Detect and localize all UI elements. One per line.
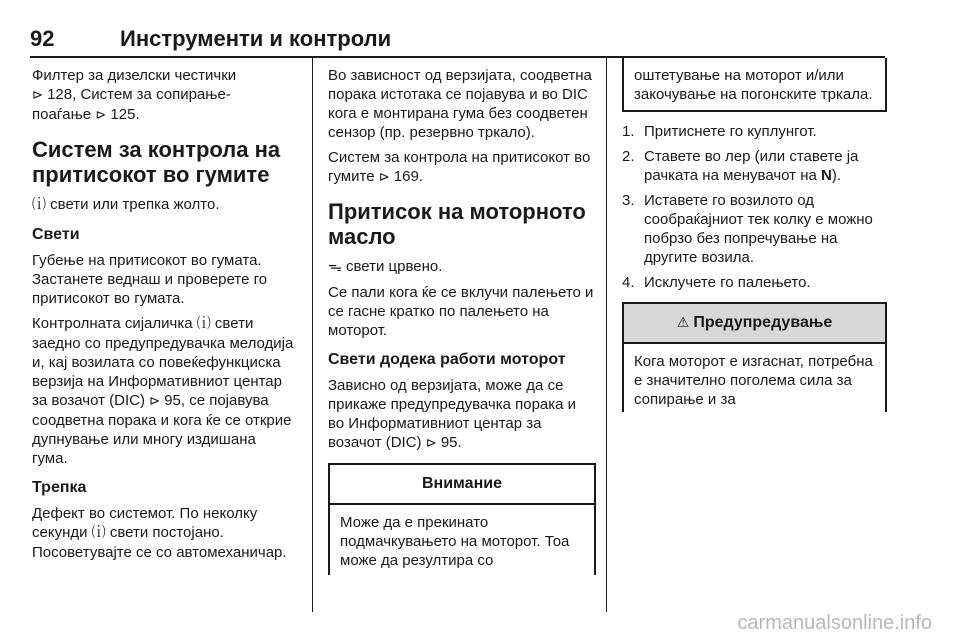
tpms-indicator-line: ⒤ свети или трепка жолто. bbox=[32, 196, 220, 213]
intro-line-3: поаѓање ⊳ 125. bbox=[32, 106, 140, 123]
lit-paragraph-2: Контролната сијаличка ⒤ свети заедно со предупредувачка мелодија и, кај возилата со повеќефункциска верзија на Информативниот центар за возачот (DIC) ⊳ 95, се појавува соодветна порака и кога ќе се открие дупнување или многу издишана гума. bbox=[32, 315, 294, 467]
tpms-warning-icon: ⒤ bbox=[91, 525, 106, 541]
column-2 bbox=[328, 66, 596, 575]
oil-indicator-line: ᯓ свети црвено. bbox=[328, 258, 443, 275]
notice-box bbox=[328, 463, 596, 575]
page-ref[interactable]: 169 bbox=[393, 168, 419, 185]
tpms-warning-icon: ⒤ bbox=[32, 197, 46, 213]
lit-paragraph-1: Губење на притисокот во гумата. Застанете веднаш и проверете го притисокот во гумата. bbox=[32, 252, 268, 307]
col2-paragraph-4: Зависно од верзијата, може да се прикаже предупредувачка порака и во Информативниот центар за возачот (DIC) ⊳ 95. bbox=[328, 377, 577, 451]
col2-paragraph-2: Систем за контрола на притисокот во гумите ⊳ 169. bbox=[328, 149, 591, 185]
col2-paragraph-1: Во зависност од верзијата, соодветна порака истотака се појавува и во DIC кога е монтирана гума без соодветен сензор (пр. резервно тркало). bbox=[328, 67, 592, 141]
page-header bbox=[30, 18, 930, 58]
section-title-tpms: Систем за контрола на притисокот во гумите bbox=[32, 137, 281, 187]
ref-arrow-icon: ⊳ bbox=[425, 436, 437, 451]
watermark: carmanualsonline.info bbox=[737, 612, 932, 634]
flashing-paragraph: Дефект во системот. По неколку секунди ⒤ свети постојано. Посоветувајте се со автомеханичар. bbox=[32, 505, 287, 561]
list-item: 4. Исклучете го палењето. bbox=[622, 274, 811, 291]
column-3 bbox=[622, 66, 887, 412]
page-title: Инструменти и контроли bbox=[120, 26, 392, 51]
column-divider-2 bbox=[606, 58, 607, 612]
oil-can-icon: ᯓ bbox=[328, 259, 342, 275]
list-item: 2. Ставете во лер (или ставете ја рачката на менувачот на N). bbox=[622, 148, 859, 184]
page-ref[interactable]: 128 bbox=[47, 86, 73, 103]
notice-body-continued: оштетување на моторот и/или закочување на погонските тркала. bbox=[634, 67, 873, 103]
warning-title: ⚠ Предупредување bbox=[624, 304, 885, 344]
warning-box bbox=[622, 302, 887, 412]
notice-title: Внимание bbox=[330, 465, 594, 505]
notice-box-continued bbox=[622, 58, 887, 112]
page-ref[interactable]: 95 bbox=[440, 434, 458, 451]
subtitle-lit: Свети bbox=[32, 226, 80, 243]
ref-arrow-icon: ⊳ bbox=[378, 170, 390, 185]
subtitle-flashing: Трепка bbox=[32, 479, 87, 496]
column-1 bbox=[32, 66, 294, 568]
warning-body: Кога моторот е изгаснат, потребна е значително поголема сила за сопирање и за bbox=[634, 353, 873, 408]
subtitle-engine-running: Свети додека работи моторот bbox=[328, 351, 566, 368]
ref-arrow-icon: ⊳ bbox=[149, 394, 161, 409]
column-divider-1 bbox=[312, 58, 313, 612]
page-number: 92 bbox=[30, 26, 55, 51]
page-ref[interactable]: 95 bbox=[164, 392, 181, 409]
page-ref[interactable]: 125 bbox=[110, 106, 136, 123]
intro-line-2: ⊳ 128, Систем за сопирање- bbox=[32, 86, 231, 103]
col2-paragraph-3: Се пали кога ќе се вклучи палењето и се гасне кратко по палењето на моторот. bbox=[328, 284, 594, 339]
notice-body: Може да е прекинато подмачкувањето на моторот. Тоа може да резултира со bbox=[340, 514, 570, 569]
list-item: 1. Притиснете го куплунгот. bbox=[622, 123, 817, 140]
warning-icon: ⚠ bbox=[676, 315, 690, 331]
ref-arrow-icon: ⊳ bbox=[95, 108, 107, 123]
intro-line-1: Филтер за дизелски честички bbox=[32, 67, 237, 84]
ref-arrow-icon: ⊳ bbox=[32, 88, 43, 103]
tpms-warning-icon: ⒤ bbox=[196, 316, 211, 332]
section-title-oil-pressure: Притисок на моторното масло bbox=[328, 199, 586, 249]
list-item: 3. Иставете го возилото од сообраќајниот тек колку е можно побрзо без попречување на другите возила. bbox=[622, 192, 873, 266]
steps-list bbox=[622, 122, 887, 292]
